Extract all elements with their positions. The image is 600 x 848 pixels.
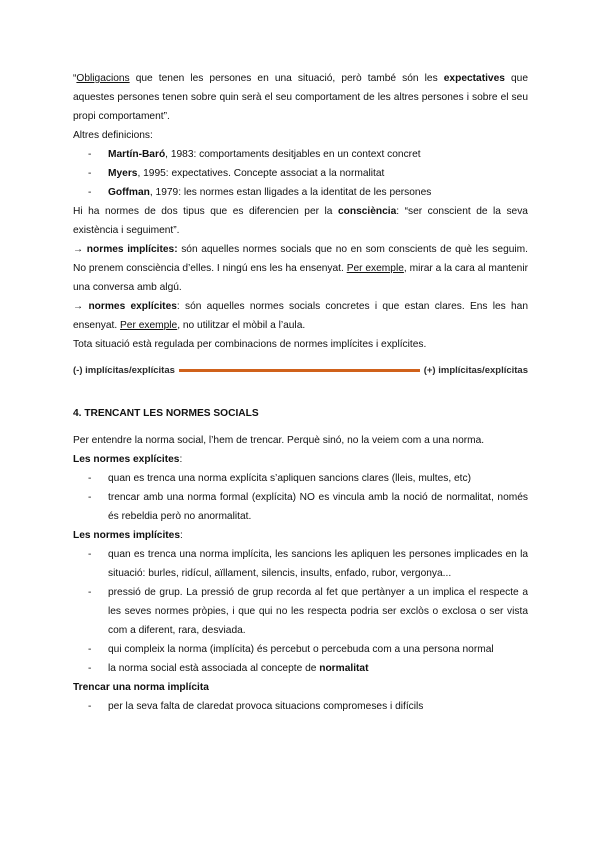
list-item: - trencar amb una norma formal (explícita) NO es vincula amb la noció de normalitat, només és rebeldia però no anormalitat.	[73, 488, 528, 526]
altres-definicions: Altres definicions:	[73, 130, 153, 141]
obligacions-term: Obligacions	[76, 73, 130, 84]
list-item: - qui compleix la norma (implícita) és percebut o percebuda com a una persona normal	[73, 640, 528, 659]
implicites-text: són aquelles normes socials que no en som conscients de què les seguim. No prenem consciència d’elles. I ningú ens les ha ensenyat.	[73, 244, 528, 274]
colon: :	[179, 454, 183, 465]
list-item: - quan es trenca una norma implícita, les sancions les apliquen les persones implicades en la situació: burles, ridícul, aïllament, silencis, insults, enfado, rubor, vergonya...	[73, 545, 528, 583]
implicites-title: normes implícites:	[86, 244, 178, 255]
break-list	[73, 697, 528, 716]
break-subtitle	[73, 678, 528, 697]
example-label: Per exemple	[346, 263, 404, 274]
types-paragraph	[73, 202, 528, 240]
spacer	[73, 423, 528, 431]
author-name: Martín-Baró	[108, 149, 166, 160]
implicites-paragraph	[73, 240, 528, 297]
intro-text-mid: que tenen les persones en una situació, però també són les	[129, 73, 444, 84]
explicit-subtitle	[73, 450, 528, 469]
list-item: - pressió de grup. La pressió de grup recorda al fet que pertànyer a un implica el respecte a les seves normes pròpies, i que qui no les respecta podria ser exclòs o exclosa o ser vista com a diferent, rara, desviada.	[73, 583, 528, 640]
implicit-subtitle	[73, 526, 528, 545]
implicit-title: Les normes implícites	[73, 530, 181, 541]
author-name: Myers	[108, 168, 138, 179]
explicit-title: Les normes explícites	[73, 454, 180, 465]
definition-text: , 1995: expectatives. Concepte associat a la normalitat	[137, 168, 385, 179]
definition-item	[73, 164, 528, 183]
explicites-title: normes explícites	[88, 301, 177, 312]
break-title: Trencar una norma implícita	[73, 682, 209, 693]
norms-scale	[73, 362, 528, 378]
expectatives-term: expectatives	[443, 73, 505, 84]
section-heading: 4. TRENCANT LES NORMES SOCIALS	[73, 408, 259, 419]
colon: :	[180, 530, 183, 541]
arrow-icon: →	[73, 301, 89, 312]
explicites-text: : són aquelles normes socials concretes i que estan clares. Ens les han ensenyat.	[73, 301, 528, 331]
definition-item	[73, 183, 528, 202]
list-item-text: la norma social està associada al concepte de	[108, 663, 320, 674]
scale-line	[179, 369, 420, 372]
definitions-list	[73, 145, 528, 202]
types-text: Hi ha normes de dos tipus que es diferencien per la	[73, 206, 338, 217]
intro-text-end: que aquestes persones tenen sobre quin serà el seu comportament de les altres persones i sobre el seu propi comportament”.	[73, 73, 529, 122]
arrow-icon: →	[73, 244, 87, 255]
list-item	[73, 659, 528, 678]
implicites-example: , mirar a la cara al mantenir una conversa amb algú.	[73, 263, 528, 293]
scale-right-label: (+) implícitas/explícitas	[423, 364, 528, 376]
definition-text: , 1979: les normes estan lligades a la identitat de les persones	[149, 187, 432, 198]
example-label: Per exemple	[120, 320, 178, 331]
scale-left-label: (-) implícitas/explícitas	[73, 364, 175, 376]
quote-open: “	[73, 73, 77, 84]
normalitat-term: normalitat	[319, 663, 369, 674]
author-name: Goffman	[108, 187, 150, 198]
explicites-paragraph	[73, 297, 528, 335]
list-item: - per la seva falta de claredat provoca situacions compromeses i difícils	[73, 697, 528, 716]
section-intro: Per entendre la norma social, l’hem de trencar. Perquè sinó, no la veiem com a una norma.	[73, 435, 485, 446]
list-item: - quan es trenca una norma explícita s’apliquen sancions clares (lleis, multes, etc)	[73, 469, 528, 488]
intro-paragraph	[73, 69, 528, 126]
document-body	[73, 69, 528, 716]
definition-text: , 1983: comportaments desitjables en un context concret	[165, 149, 421, 160]
definition-item	[73, 145, 528, 164]
implicit-list	[73, 545, 528, 678]
explicites-example: , no utilitzar el mòbil a l’aula.	[177, 320, 306, 331]
explicit-list	[73, 469, 528, 526]
consciencia-term: consciència	[337, 206, 397, 217]
types-text-end: : “ser conscient de la seva existència i seguiment”.	[73, 206, 528, 236]
tota-situacio: Tota situació està regulada per combinacions de normes implícites i explícites.	[73, 339, 427, 350]
